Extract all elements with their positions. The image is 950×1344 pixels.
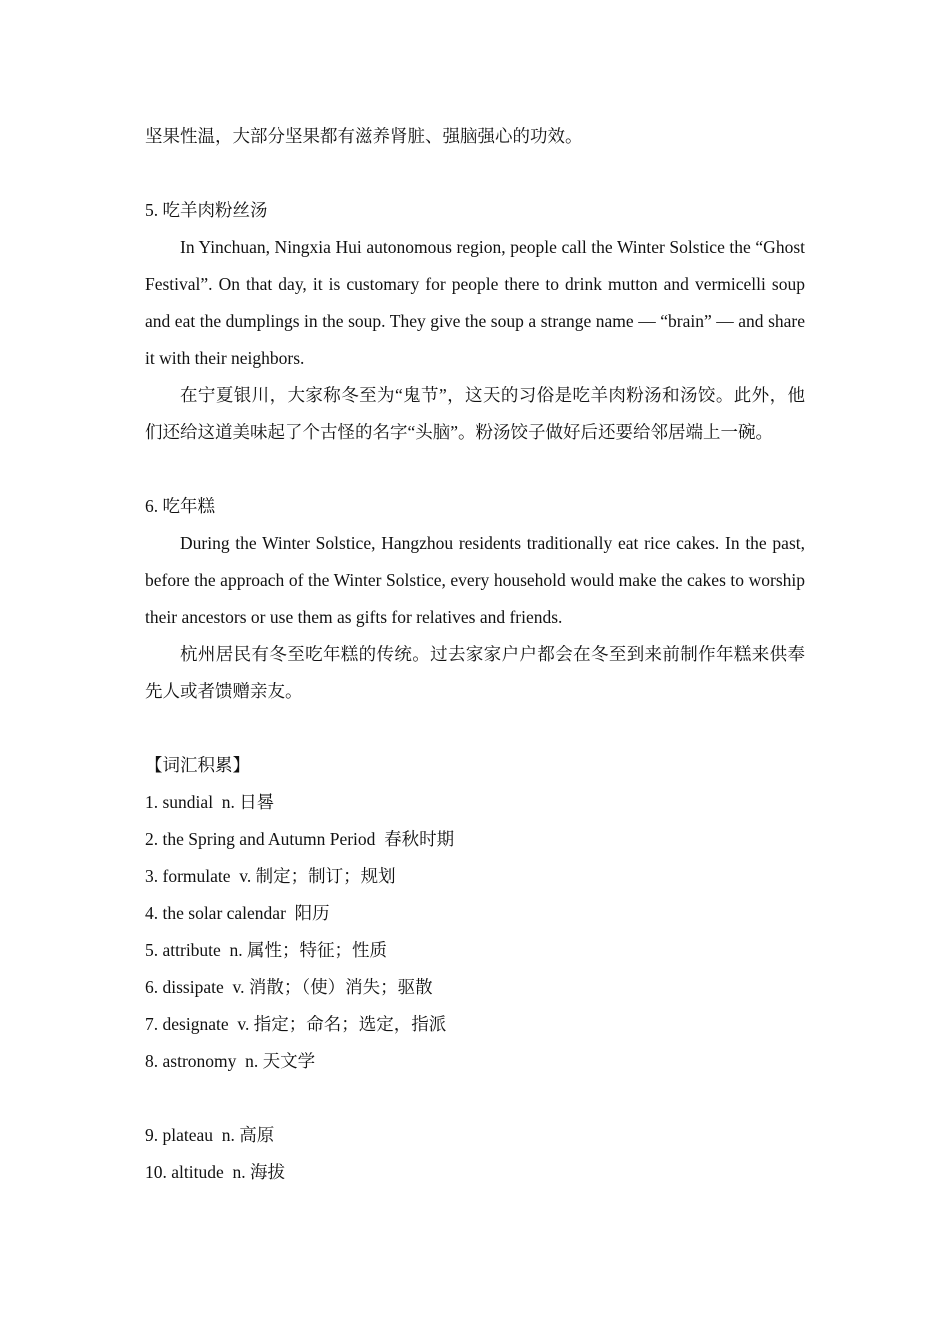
section-6-chinese: 杭州居民有冬至吃年糕的传统。过去家家户户都会在冬至到来前制作年糕来供奉先人或者馈赠亲友。 xyxy=(145,644,805,701)
vocab-item: 4. the solar calendar 阳历 xyxy=(145,903,330,923)
section-5-heading: 5. 吃羊肉粉丝汤 xyxy=(145,200,268,220)
section-5-english: In Yinchuan, Ningxia Hui autonomous region, people call the Winter Solstice the “Ghost Festival”. On that day, it is customary for people there to drink mutton and vermicelli soup and eat the dumplings in the soup. They give the soup a strange name — “brain” — and share it with their neighbors. xyxy=(145,237,805,368)
vocab-item: 1. sundial n. 日晷 xyxy=(145,792,275,812)
vocab-item: 10. altitude n. 海拔 xyxy=(145,1162,285,1182)
spacer xyxy=(145,710,805,747)
section-6-english: During the Winter Solstice, Hangzhou residents traditionally eat rice cakes. In the past, before the approach of the Winter Solstice, every household would make the cakes to worship their ancestors or use them as gifts for relatives and friends. xyxy=(145,533,805,627)
vocab-item: 5. attribute n. 属性；特征；性质 xyxy=(145,940,388,960)
vocab-item: 6. dissipate v. 消散；（使）消失；驱散 xyxy=(145,977,433,997)
document-page xyxy=(145,118,805,1191)
section-5-chinese: 在宁夏银川，大家称冬至为“鬼节”，这天的习俗是吃羊肉粉汤和汤饺。此外，他们还给这道美味起了个古怪的名字“头脑”。粉汤饺子做好后还要给邻居端上一碗。 xyxy=(145,385,805,442)
vocab-item: 9. plateau n. 高原 xyxy=(145,1125,275,1145)
section-6-heading: 6. 吃年糕 xyxy=(145,496,215,516)
vocab-item: 3. formulate v. 制定；制订；规划 xyxy=(145,866,396,886)
spacer xyxy=(145,451,805,488)
vocab-title: 【词汇积累】 xyxy=(145,755,250,775)
spacer xyxy=(145,155,805,192)
spacer xyxy=(145,1080,805,1117)
intro-line: 坚果性温，大部分坚果都有滋养肾脏、强脑强心的功效。 xyxy=(145,126,583,146)
vocab-item: 2. the Spring and Autumn Period 春秋时期 xyxy=(145,829,455,849)
vocab-item: 8. astronomy n. 天文学 xyxy=(145,1051,316,1071)
vocab-item: 7. designate v. 指定；命名；选定，指派 xyxy=(145,1014,447,1034)
